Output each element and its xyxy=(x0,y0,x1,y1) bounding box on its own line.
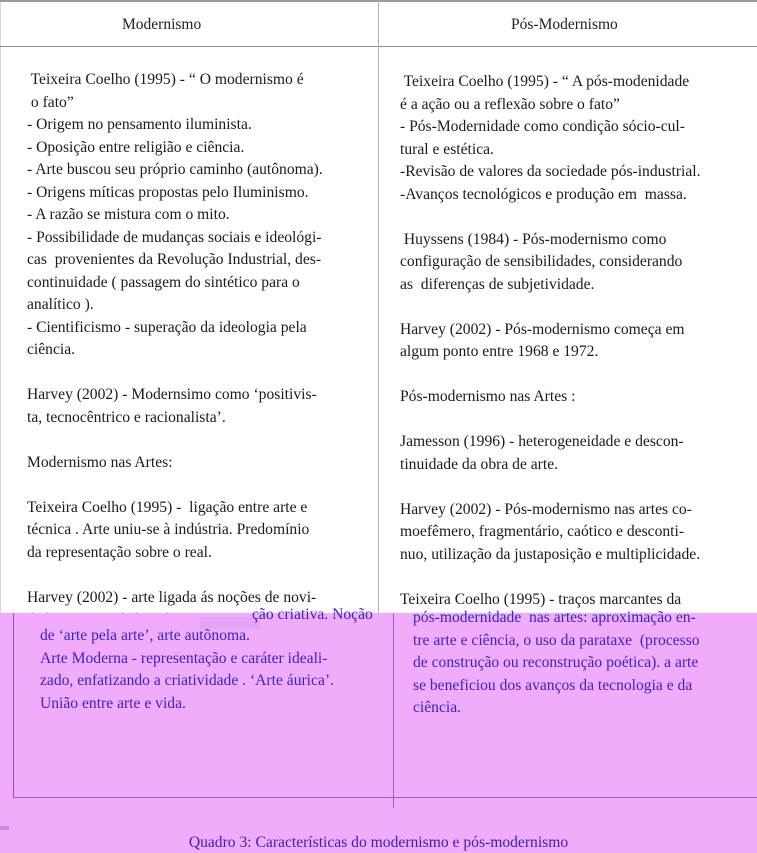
text-line: - Origens míticas propostas pelo Iluminismo. xyxy=(27,183,309,201)
table-column-divider xyxy=(378,0,379,613)
text-line: Teixeira Coelho (1995) - traços marcantes da xyxy=(400,590,682,608)
text-line: tinuidade da obra de arte. xyxy=(400,455,559,473)
text-line: - Cientificismo - superação da ideologia pela xyxy=(27,318,307,336)
text-line: - A razão se mistura com o mito. xyxy=(27,206,230,223)
pos-modernismo-column-text xyxy=(400,71,701,611)
table-caption: Quadro 3: Características do modernismo e pós-modernismo xyxy=(188,834,569,851)
text-line: tural e estética. xyxy=(400,140,494,158)
modernismo-overlay-text xyxy=(40,625,334,715)
text-line: Huyssens (1984) - Pós-modernismo como xyxy=(400,230,667,248)
text-line: Jamesson (1996) - heterogeneidade e descon- xyxy=(400,433,684,450)
text-line: algum ponto entre 1968 e 1972. xyxy=(400,343,599,360)
table-left-edge xyxy=(0,0,1,613)
text-line: - Arte buscou seu próprio caminho (autônoma). xyxy=(27,161,323,178)
text-line: ta, tecnocêntrico e racionalista’. xyxy=(27,408,226,426)
overlay-column-divider xyxy=(393,613,394,808)
highlighted-text-line: União entre arte e vida. xyxy=(40,694,186,712)
text-line: da representação sobre o real. xyxy=(27,543,212,561)
highlighted-text-line: se beneficiou dos avanços da tecnologia e da xyxy=(413,676,693,694)
text-line: moefêmero, fragmentário, caótico e desconti- xyxy=(400,523,685,540)
paragraph-gap xyxy=(400,364,701,387)
highlighted-text-line: de ‘arte pela arte’, arte autõnoma. xyxy=(40,627,250,644)
column-header-pos-modernismo: Pós-Modernismo xyxy=(511,16,618,33)
modernismo-column-text xyxy=(27,69,323,632)
text-line: Pós-modernismo nas Artes : xyxy=(400,388,576,405)
paragraph-gap xyxy=(27,362,323,385)
text-line: -Revisão de valores da sociedade pós-industrial. xyxy=(400,163,701,180)
paragraph-gap xyxy=(27,564,323,587)
text-line: configuração de sensibilidades, considerando xyxy=(400,253,683,270)
text-line: - Origem no pensamento iluminista. xyxy=(27,116,252,133)
text-line: Harvey (2002) - Pós-modernismo começa em xyxy=(400,320,685,338)
highlighted-text-line: ciência. xyxy=(413,699,462,716)
text-line: cas provenientes da Revolução Industrial, des- xyxy=(27,251,322,268)
paragraph-gap xyxy=(27,429,323,452)
text-line: analítico ). xyxy=(27,296,94,313)
overlay-fragment-text: ção criativa. Noção xyxy=(252,606,373,623)
paragraph-gap xyxy=(400,566,701,589)
overlay-left-rule xyxy=(13,613,14,797)
text-line: Teixeira Coelho (1995) - “ O modernismo é xyxy=(27,71,304,88)
pos-modernismo-overlay-text xyxy=(413,607,700,720)
paragraph-gap xyxy=(400,206,701,229)
text-line: - Pós-Modernidade como condição sócio-cul- xyxy=(400,118,685,135)
text-line: Teixeira Coelho (1995) - ligação entre arte e xyxy=(27,498,308,516)
text-line: - Oposição entre religião e ciência. xyxy=(27,138,245,156)
text-line: Harvey (2002) - arte ligada ás noções de novi- xyxy=(27,588,317,606)
text-line: as diferenças de subjetividade. xyxy=(400,275,595,293)
paragraph-gap xyxy=(400,296,701,319)
text-line: - Possibilidade de mudanças sociais e ideológi- xyxy=(27,228,322,246)
text-line: Harvey (2002) - Modernsimo como ‘positivis- xyxy=(27,386,317,403)
highlighted-text-line: tre arte e ciência, o uso da parataxe (processo xyxy=(413,631,700,649)
text-line: o fato” xyxy=(27,93,74,111)
overlay-bottom-rule xyxy=(13,797,757,798)
highlighted-text-line: Arte Moderna - representação e caráter ideali- xyxy=(40,649,328,667)
text-line: continuidade ( passagem do sintético para o xyxy=(27,273,300,291)
text-line: Harvey (2002) - Pós-modernismo nas artes co- xyxy=(400,500,692,518)
paragraph-gap xyxy=(27,474,323,497)
column-header-modernismo: Modernismo xyxy=(122,16,202,33)
text-line: Modernismo nas Artes: xyxy=(27,453,173,471)
text-line: nuo, utilização da justaposição e multiplicidade. xyxy=(400,545,701,563)
highlighted-text-line: zado, enfatizando a criatividade . ‘Arte áurica’. xyxy=(40,672,334,689)
text-line: é a ação ou a reflexão sobre o fato” xyxy=(400,95,620,113)
overlay-corner-mark xyxy=(0,826,9,830)
text-line: Teixeira Coelho (1995) - “ A pós-modenidade xyxy=(400,73,690,90)
paragraph-gap xyxy=(400,476,701,499)
text-line: técnica . Arte uniu-se à indústria. Predomínio xyxy=(27,521,310,538)
highlighted-text-line: pós-modernidade nas artes: aproximação en- xyxy=(413,609,696,626)
text-line: -Avanços tecnológicos e produção em massa. xyxy=(400,185,687,203)
paragraph-gap xyxy=(400,409,701,432)
highlighted-text-line: de construção ou reconstrução poética). a arte xyxy=(413,654,699,671)
text-line: ciência. xyxy=(27,341,76,358)
